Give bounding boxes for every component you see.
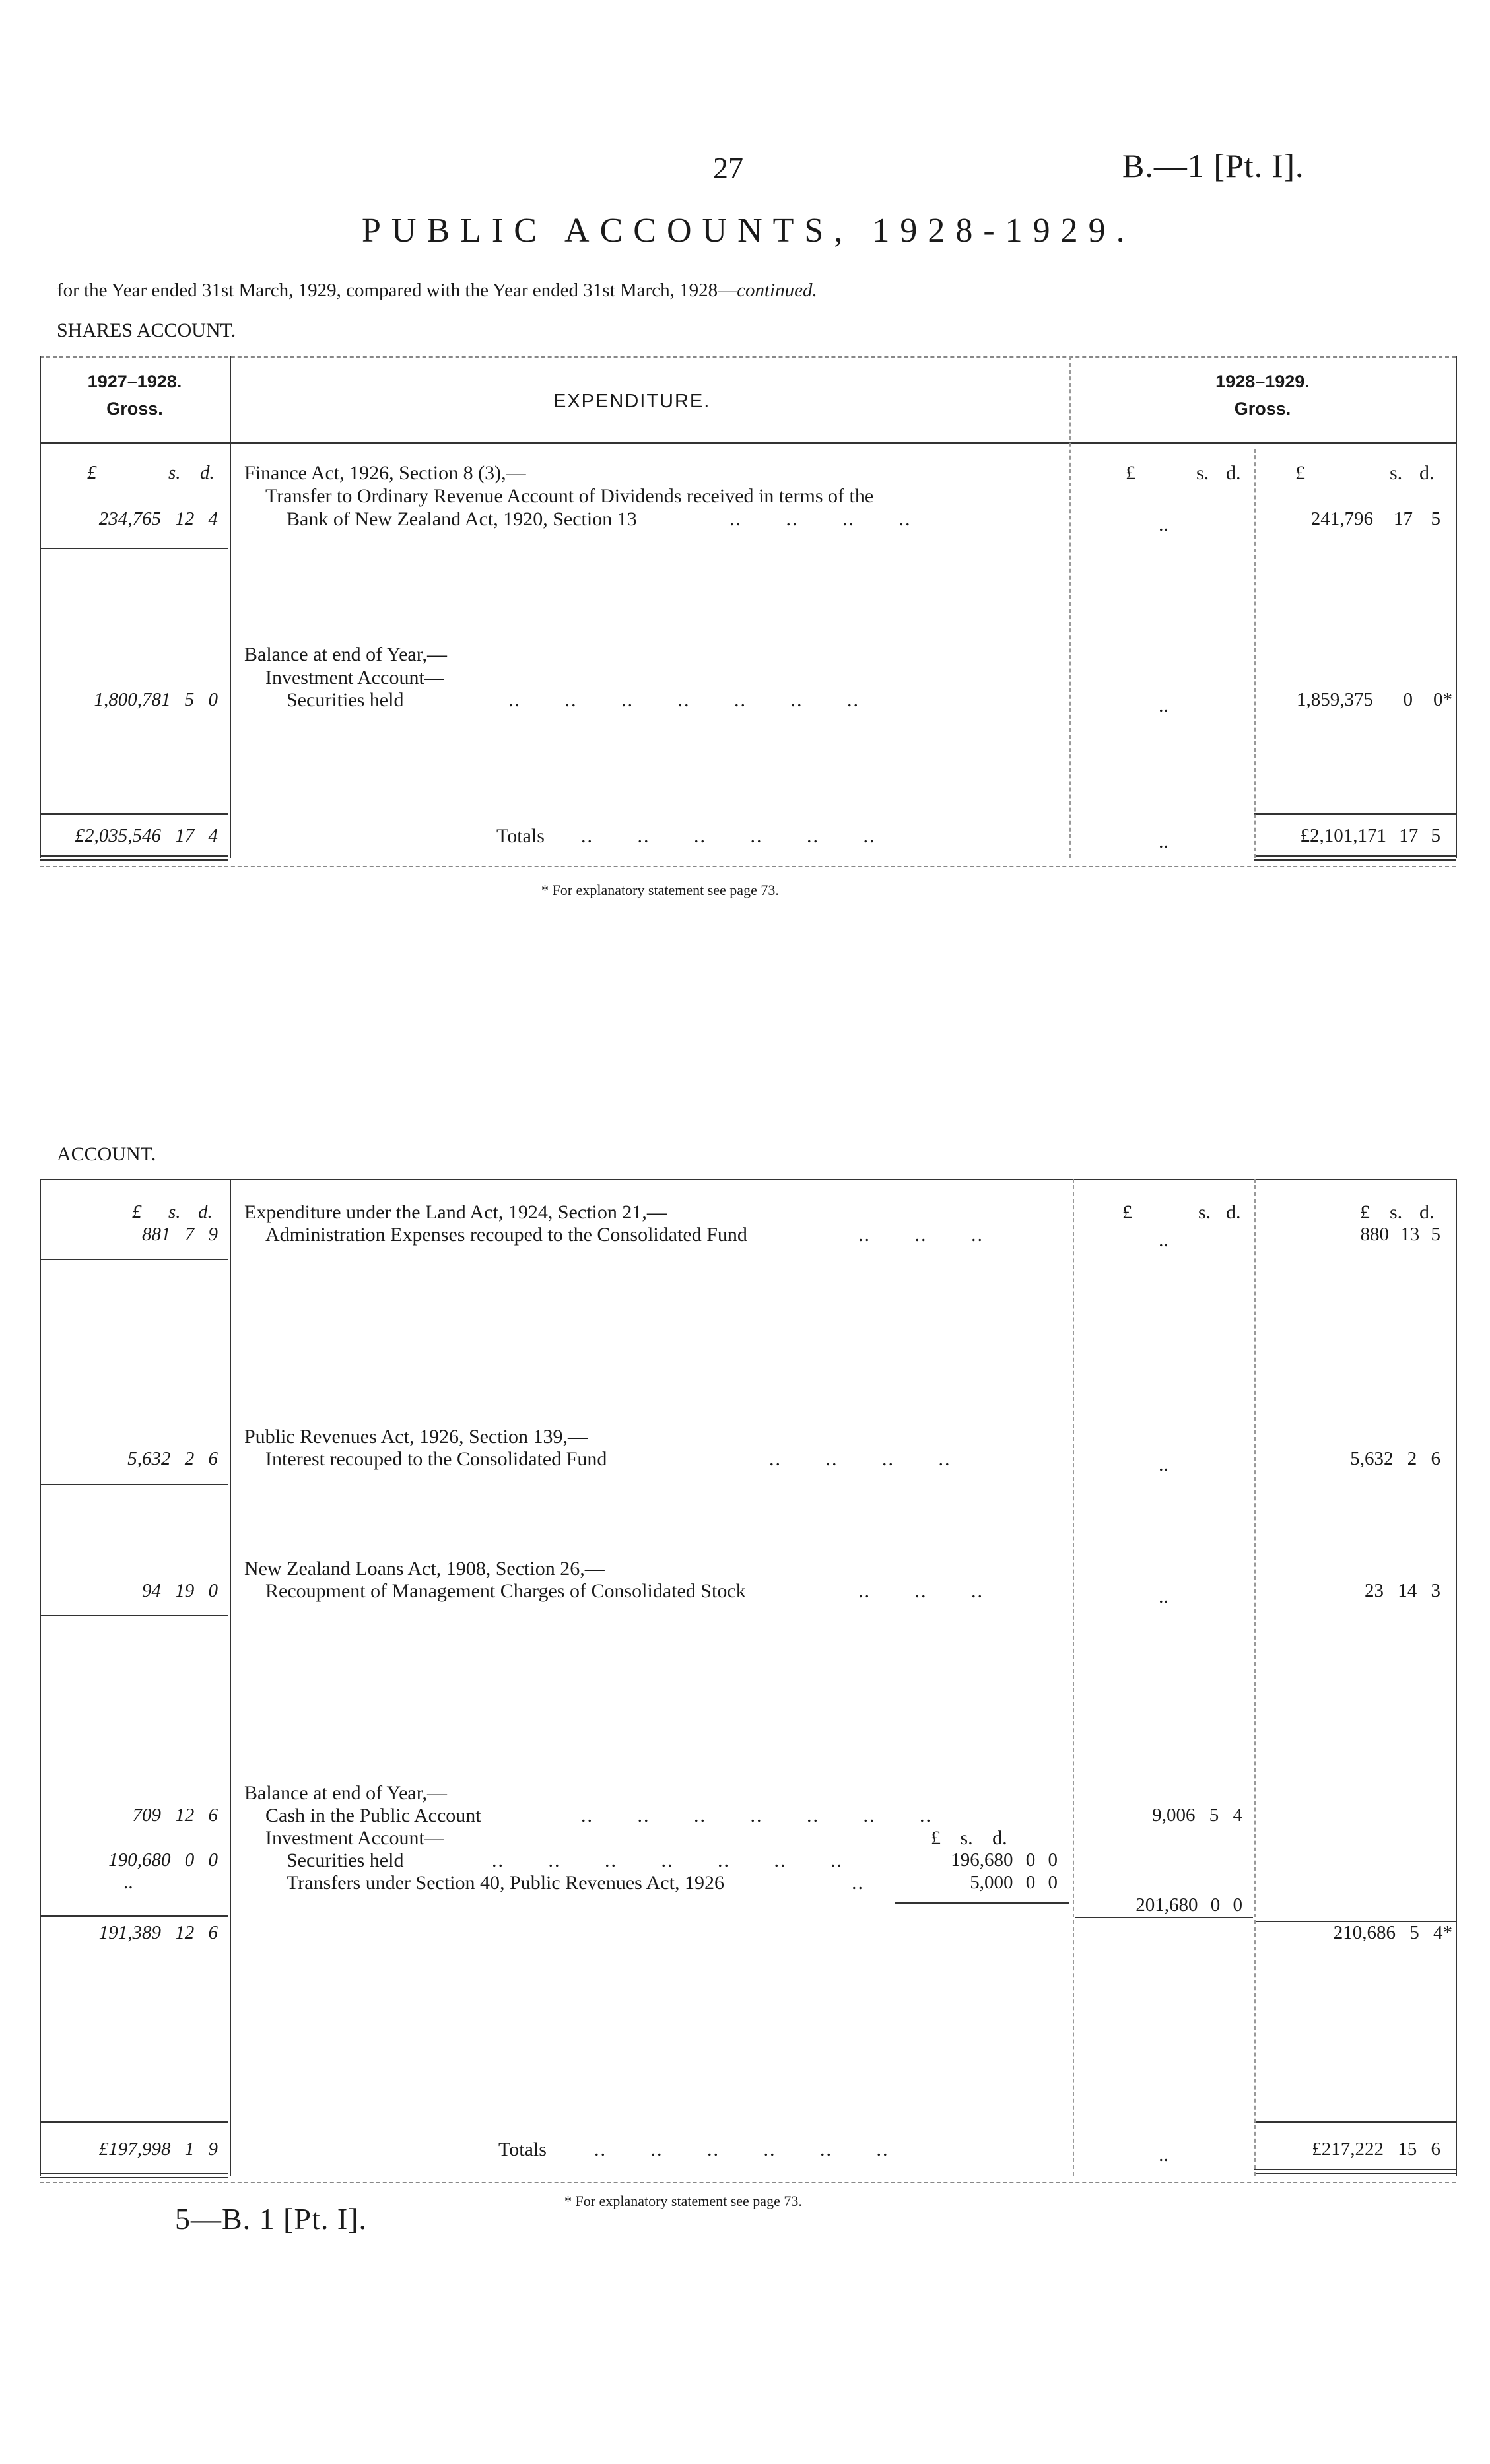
transfers-item: Transfers under Section 40, Public Revenues Act, 1926: [287, 1872, 724, 1894]
unit-pound-sub: £: [1126, 462, 1135, 484]
subtitle-continued: continued.: [737, 280, 817, 301]
shares-footnote: * For explanatory statement see page 73.: [541, 882, 779, 898]
finance-curr-pounds: 241,796: [1310, 508, 1373, 529]
totals-label: Totals: [498, 2139, 547, 2160]
totals-prev-amount: £2,035,546 17 4: [75, 825, 218, 846]
totals-curr-amount: £217,222 15 6: [1312, 2139, 1440, 2160]
leader-dots: .. .. .. .. .. ..: [594, 2139, 889, 2160]
header-expenditure: EXPENDITURE.: [553, 391, 711, 412]
unit-d-sub: d.: [1226, 462, 1241, 484]
unit-d-prev: d.: [200, 462, 215, 483]
unit-s-curr: s.: [1390, 1201, 1403, 1223]
leader-dots: .. .. .. .. .. .. ..: [581, 1805, 932, 1826]
land-heading: Expenditure under the Land Act, 1924, Section 21,—: [244, 1201, 667, 1223]
finance-heading: Finance Act, 1926, Section 8 (3),—: [244, 462, 526, 484]
cash-sub-amount: 9,006 5 4: [1152, 1805, 1242, 1826]
leader-dots: .. .. ..: [858, 1224, 984, 1246]
unit-pound-prev: £: [87, 462, 97, 483]
loans-curr-amount: 23 14 3: [1365, 1580, 1440, 1601]
subtitle-main: for the Year ended 31st March, 1929, compared with the Year ended 31st March, 1928—: [57, 280, 737, 301]
finance-curr-d: 5: [1431, 508, 1440, 529]
securities-prev-amount: 190,680 0 0: [108, 1849, 218, 1871]
unit-pound-curr: £: [1295, 462, 1305, 484]
unit-d-prev: d.: [198, 1201, 213, 1222]
unit-s-curr: s.: [1390, 462, 1403, 484]
balance-heading: Balance at end of Year,—: [244, 644, 448, 665]
header-prev-gross: Gross.: [106, 399, 163, 418]
unit-pound-sub: £: [1122, 1201, 1132, 1223]
balance-sub: Investment Account—: [265, 667, 444, 688]
leader-dots: .. .. .. .. .. .. ..: [492, 1849, 843, 1871]
revenues-curr-amount: 5,632 2 6: [1350, 1448, 1440, 1469]
revenues-prev-amount: 5,632 2 6: [127, 1448, 218, 1469]
transfers-prev-amount: ..: [123, 1872, 134, 1893]
loans-heading: New Zealand Loans Act, 1908, Section 26,—: [244, 1558, 605, 1580]
leader-dots: .. .. .. ..: [729, 508, 912, 530]
invest-total-sub: 201,680 0 0: [1135, 1894, 1242, 1915]
land-item: Administration Expenses recouped to the Consolidated Fund: [265, 1224, 747, 1246]
unit-d-curr: d.: [1419, 462, 1435, 484]
unit-s-sub: s.: [1196, 462, 1209, 484]
balance-sub-dots: ..: [1159, 694, 1168, 716]
unit-s-sub: s.: [1198, 1201, 1211, 1223]
balance-curr-total: 210,686 5 4*: [1333, 1922, 1452, 1943]
leader-dots: .. .. .. .. .. .. ..: [508, 689, 860, 711]
unit-s-prev: s.: [168, 462, 181, 483]
shares-account-title: SHARES ACCOUNT.: [57, 319, 236, 341]
finance-prev-amount: 234,765 12 4: [98, 508, 218, 529]
unit-d-sub: d.: [1226, 1201, 1241, 1223]
loans-prev-amount: 94 19 0: [142, 1580, 218, 1601]
page-footer: 5—B. 1 [Pt. I].: [175, 2202, 367, 2236]
finance-line2: Bank of New Zealand Act, 1920, Section 13: [287, 508, 637, 530]
land-curr-amount: 880 13 5: [1360, 1224, 1440, 1245]
unit-pound-curr: £: [1360, 1201, 1370, 1223]
document-reference: B.—1 [Pt. I].: [1122, 147, 1304, 184]
totals-label: Totals: [496, 825, 545, 847]
totals-curr-amount: £2,101,171 17 5: [1300, 825, 1440, 846]
leader-dots: ..: [852, 1872, 864, 1894]
transfers-inner-amount: 5,000 0 0: [970, 1872, 1058, 1893]
securities-inner-amount: 196,680 0 0: [951, 1849, 1058, 1871]
page-title: PUBLIC ACCOUNTS, 1928-1929.: [362, 212, 1135, 250]
account-footnote: * For explanatory statement see page 73.: [564, 2193, 802, 2209]
totals-sub-dots: ..: [1159, 2144, 1168, 2166]
unit-pound-prev: £: [132, 1201, 142, 1222]
finance-curr-s: 17: [1394, 508, 1413, 529]
loans-item: Recoupment of Management Charges of Consolidated Stock: [265, 1580, 746, 1602]
loans-sub-dots: ..: [1159, 1585, 1168, 1607]
totals-prev-amount: £197,998 1 9: [98, 2139, 218, 2160]
balance-prev-amount: 1,800,781 5 0: [94, 689, 218, 710]
inner-units: £ s. d.: [931, 1827, 1007, 1849]
header-curr-gross: Gross.: [1234, 399, 1291, 418]
revenues-sub-dots: ..: [1159, 1453, 1168, 1475]
leader-dots: .. .. ..: [858, 1580, 984, 1602]
land-sub-dots: ..: [1159, 1229, 1168, 1251]
land-prev-amount: 881 7 9: [142, 1224, 218, 1245]
leader-dots: .. .. .. ..: [769, 1448, 951, 1470]
balance-prev-total: 191,389 12 6: [98, 1922, 218, 1943]
unit-d-curr: d.: [1419, 1201, 1435, 1223]
leader-dots: .. .. .. .. .. ..: [581, 825, 876, 847]
header-prev-year: 1927–1928.: [87, 372, 182, 391]
account-title: ACCOUNT.: [57, 1143, 156, 1165]
balance-curr-d: 0*: [1433, 689, 1452, 710]
balance-item: Securities held: [287, 689, 404, 711]
page-number: 27: [713, 151, 743, 185]
cash-prev-amount: 709 12 6: [132, 1805, 218, 1826]
unit-s-prev: s.: [168, 1201, 181, 1222]
balance-heading: Balance at end of Year,—: [244, 1782, 448, 1804]
invest-sub: Investment Account—: [265, 1827, 444, 1849]
header-curr-year: 1928–1929.: [1215, 372, 1310, 391]
balance-curr-s: 0: [1403, 689, 1413, 710]
totals-sub-dots: ..: [1159, 830, 1168, 852]
finance-sub-dots: ..: [1159, 514, 1168, 535]
securities-item: Securities held: [287, 1849, 404, 1871]
revenues-heading: Public Revenues Act, 1926, Section 139,—: [244, 1426, 588, 1448]
balance-curr-pounds: 1,859,375: [1297, 689, 1373, 710]
page-subtitle: [57, 280, 817, 302]
revenues-item: Interest recouped to the Consolidated Fund: [265, 1448, 607, 1470]
cash-item: Cash in the Public Account: [265, 1805, 481, 1826]
finance-line1: Transfer to Ordinary Revenue Account of Dividends received in terms of the: [265, 485, 874, 507]
